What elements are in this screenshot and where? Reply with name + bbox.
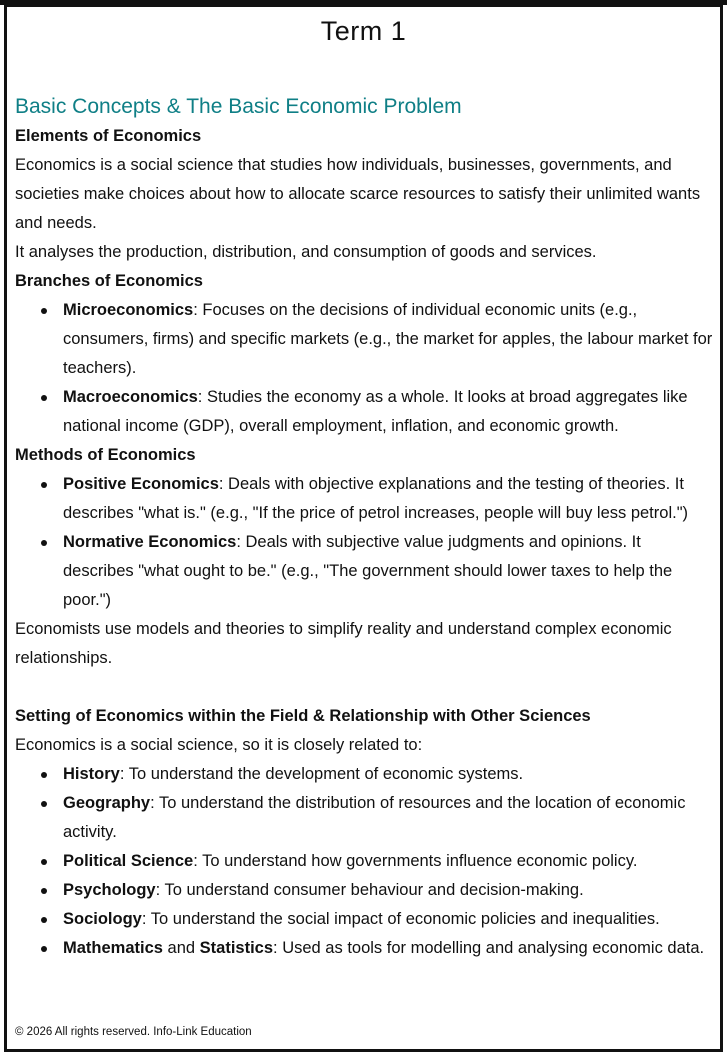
bullet-term: Normative Economics: [63, 533, 237, 551]
bullet-text: : Studies the economy as a whole. It looks at broad aggregates like national income (GDP), overall employment, inflation, and economic growth.: [63, 388, 688, 435]
bullet-text: : Deals with subjective value judgments and opinions. It describes "what ought to be." (e.g., "The government should lower taxes to help the poor."): [63, 533, 673, 609]
elements-paragraph-2: It analyses the production, distribution, and consumption of goods and services.: [15, 243, 597, 261]
section-title: Basic Concepts & The Basic Economic Problem: [15, 95, 462, 118]
bullet-text: : To understand consumer behaviour and decision-making.: [155, 881, 584, 899]
list-item: [63, 934, 713, 963]
bullet-term: Statistics: [199, 939, 274, 957]
bullet-term: Mathematics: [63, 939, 163, 957]
list-item: [63, 296, 713, 383]
bullet-term: Sociology: [63, 910, 142, 928]
methods-closing: Economists use models and theories to simplify reality and understand complex economic relationships.: [15, 620, 672, 667]
bullet-text: : Deals with objective explanations and the testing of theories. It describes "what is." (e.g., "If the price of petrol increases, people will buy less petrol."): [63, 475, 689, 522]
bullet-text: : Used as tools for modelling and analysing economic data.: [273, 939, 705, 957]
bullet-term: Geography: [63, 794, 151, 812]
list-item: [63, 760, 713, 789]
related-sciences-list: [15, 760, 713, 963]
bullet-term: History: [63, 765, 120, 783]
list-item: [63, 847, 713, 876]
methods-heading: Methods of Economics: [15, 446, 196, 464]
branches-heading: Branches of Economics: [15, 272, 203, 290]
branches-list: [15, 296, 713, 441]
document-body: [15, 92, 713, 963]
bullet-text: : Focuses on the decisions of individual economic units (e.g., consumers, firms) and specific markets (e.g., the market for apples, the labour market for teachers).: [63, 301, 713, 377]
bullet-text: : To understand the social impact of economic policies and inequalities.: [141, 910, 660, 928]
bullet-text: : To understand the distribution of resources and the location of economic activity.: [63, 794, 686, 841]
elements-heading: Elements of Economics: [15, 127, 202, 145]
setting-intro: Economics is a social science, so it is closely related to:: [15, 736, 423, 754]
bullet-term: Macroeconomics: [63, 388, 198, 406]
list-item: [63, 383, 713, 441]
setting-heading: Setting of Economics within the Field & Relationship with Other Sciences: [15, 707, 591, 725]
bullet-text: : To understand how governments influence economic policy.: [193, 852, 638, 870]
bullet-term: Positive Economics: [63, 475, 219, 493]
bullet-joiner: and: [162, 939, 200, 957]
list-item: [63, 905, 713, 934]
page-title: Term 1: [320, 16, 407, 46]
list-item: [63, 876, 713, 905]
elements-paragraph-1: Economics is a social science that studies how individuals, businesses, governments, and societies make choices about how to allocate scarce resources to satisfy their unlimited wants and needs.: [15, 156, 701, 232]
list-item: [63, 528, 713, 615]
bullet-term: Political Science: [63, 852, 194, 870]
copyright-footer: © 2026 All rights reserved. Info-Link Education: [15, 1026, 252, 1038]
bullet-term: Microeconomics: [63, 301, 194, 319]
list-item: [63, 470, 713, 528]
bullet-term: Psychology: [63, 881, 156, 899]
spacer: [15, 673, 713, 702]
bullet-text: : To understand the development of economic systems.: [119, 765, 524, 783]
methods-list: [15, 470, 713, 615]
list-item: [63, 789, 713, 847]
